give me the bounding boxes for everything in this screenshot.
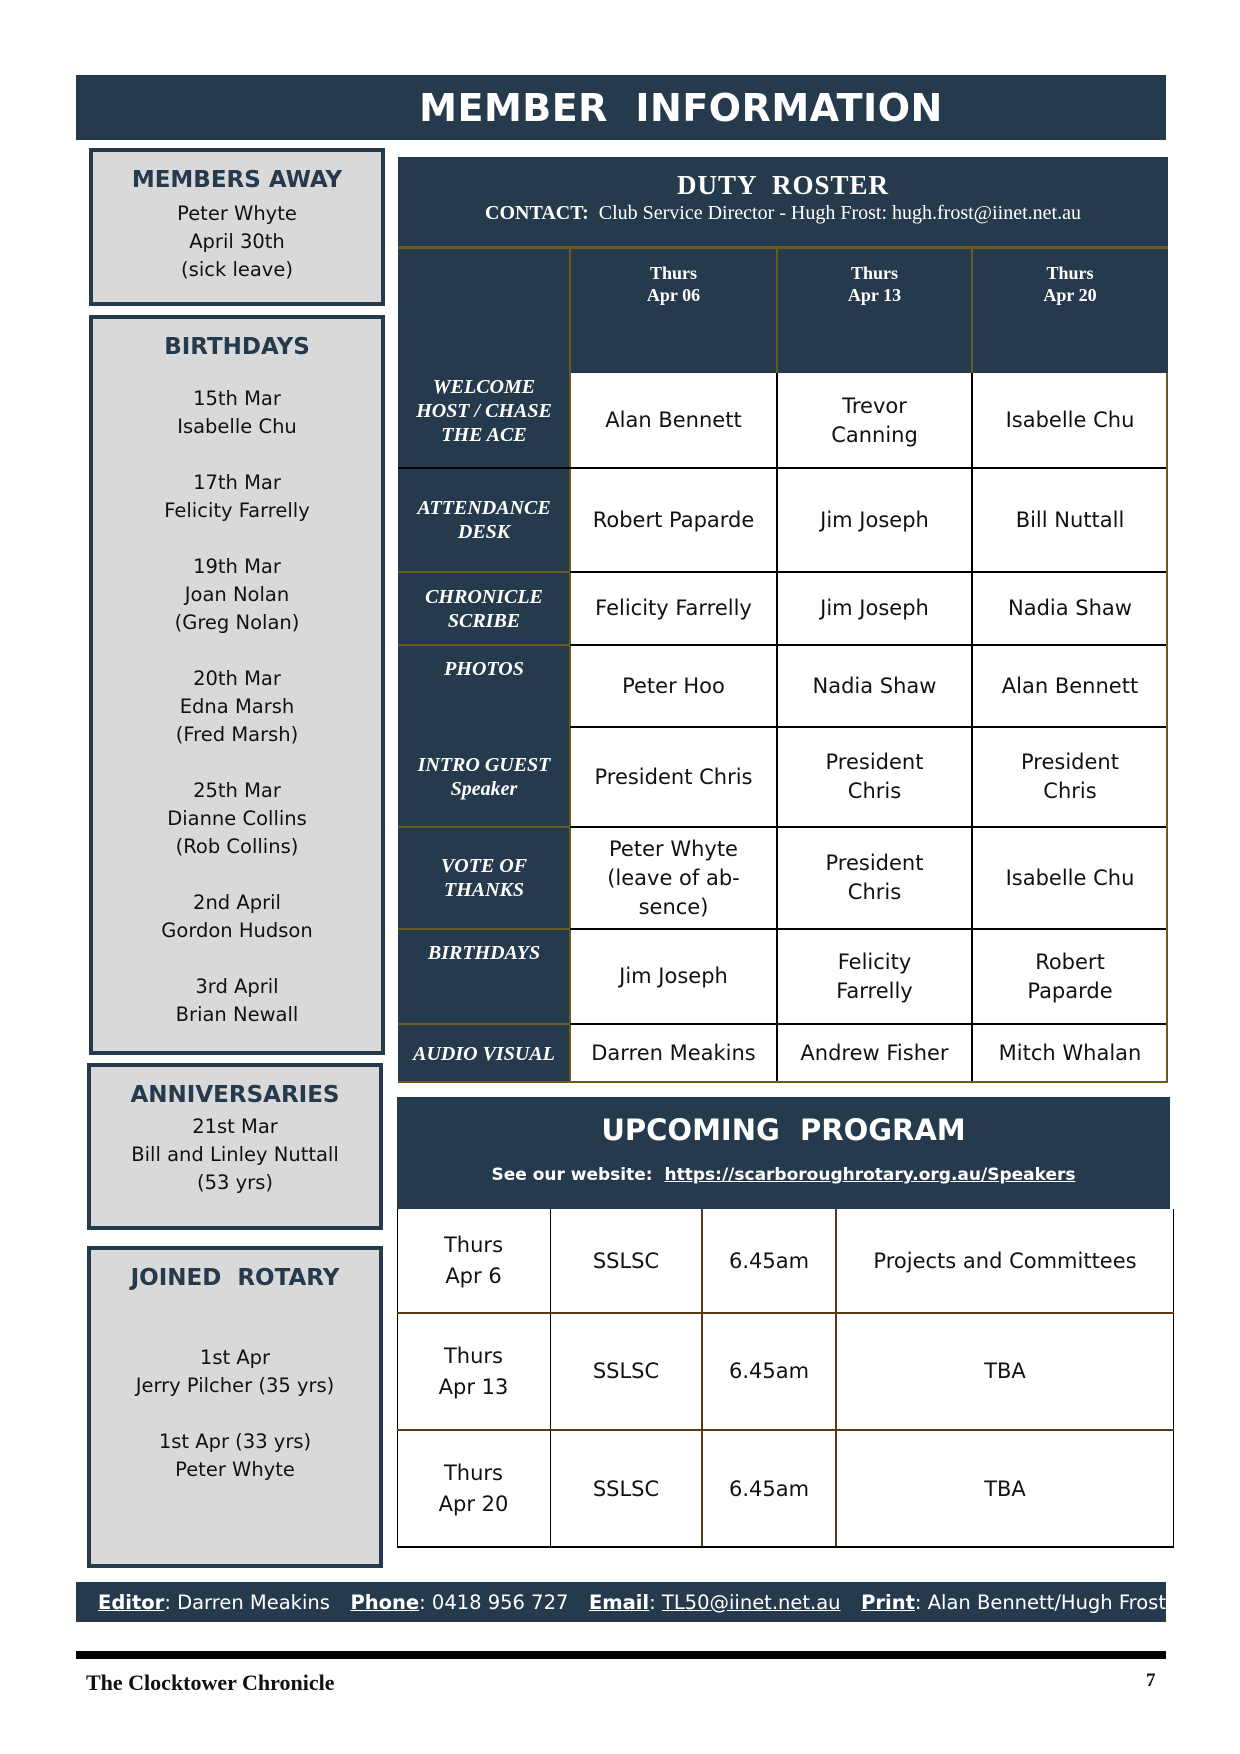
program-venue-cell: [550, 1209, 702, 1313]
grid-line: [570, 726, 1168, 728]
website-label: See our website:: [491, 1165, 653, 1185]
program-day-date: Apr 6: [445, 1264, 502, 1288]
birthday-date: 19th Mar: [193, 555, 281, 578]
grid-line: [398, 928, 570, 930]
birthdays-box: [89, 315, 385, 1055]
birthday-entry: [93, 889, 381, 945]
row-label-text: INTRO GUEST Speaker: [417, 754, 551, 800]
roster-cell: [777, 645, 972, 727]
birthday-date: 25th Mar: [193, 779, 281, 802]
email-label: Email: [588, 1590, 650, 1614]
birthday-entry: [93, 777, 381, 861]
program-venue: SSLSC: [592, 1248, 660, 1273]
members-away-box: [89, 148, 385, 306]
birthday-date: 17th Mar: [193, 471, 281, 494]
roster-row-label: [398, 645, 570, 727]
roster-row-label: [398, 727, 570, 827]
roster-cell: [777, 468, 972, 572]
roster-cell-value: Alan Bennett: [1001, 673, 1139, 698]
roster-cell-value: Nadia Shaw: [1008, 596, 1132, 620]
website-line: [397, 1165, 1170, 1185]
roster-row-label: [398, 929, 570, 1024]
roster-cell: [777, 929, 972, 1024]
program-topic: Projects and Committees: [873, 1248, 1137, 1273]
grid-line: [397, 1429, 1174, 1431]
grid-line: [1166, 373, 1168, 1083]
program-day: Thurs: [443, 1461, 503, 1485]
upcoming-program-title: UPCOMING PROGRAM: [601, 1113, 966, 1147]
roster-row-label: [398, 572, 570, 645]
column-header-text: [647, 262, 700, 306]
joined-entry: [91, 1344, 379, 1400]
grid-line: [398, 571, 570, 573]
members-away-title: MEMBERS AWAY: [131, 167, 343, 193]
program-time: 6.45am: [728, 1248, 810, 1273]
roster-cell: [972, 929, 1168, 1024]
upcoming-program-header: [397, 1097, 1170, 1209]
print-value: Alan Bennett/Hugh Frost: [927, 1590, 1166, 1614]
grid-line: [570, 1023, 1168, 1025]
roster-cell: [777, 373, 972, 468]
column-date: Apr 06: [646, 285, 701, 305]
roster-cell: [570, 645, 777, 727]
contact-text: Club Service Director - Hugh Frost: hugh.frost@iinet.net.au: [598, 202, 1081, 224]
program-time: 6.45am: [728, 1476, 810, 1501]
birthday-date: 2nd April: [193, 891, 281, 914]
roster-row-label: [398, 827, 570, 929]
grid-line: [971, 373, 973, 1083]
roster-cell: [570, 929, 777, 1024]
section-banner: [76, 75, 1166, 140]
page-number: 7: [1146, 1670, 1156, 1691]
grid-line: [570, 571, 1168, 573]
grid-line: [398, 246, 1168, 249]
duty-roster-contact: [398, 202, 1168, 225]
roster-cell-value: President Chris: [594, 764, 753, 789]
roster-cell-value: Felicity Farrelly: [836, 949, 913, 1003]
grid-line: [776, 373, 778, 1083]
joined-name: Peter Whyte: [175, 1458, 295, 1481]
column-day: Thurs: [649, 263, 698, 283]
grid-line: [569, 246, 571, 373]
footer-rule: [76, 1651, 1166, 1659]
roster-cell: [972, 645, 1168, 727]
program-venue: SSLSC: [592, 1359, 660, 1383]
joined-date: 1st Apr: [199, 1346, 271, 1369]
roster-cell: [972, 468, 1168, 572]
birthday-date: 3rd April: [195, 975, 279, 998]
birthday-entry: [93, 469, 381, 525]
row-label-text: AUDIO VISUAL: [413, 1042, 555, 1065]
members-away-line: April 30th: [189, 230, 285, 253]
grid-line: [398, 467, 570, 469]
grid-line: [776, 246, 778, 373]
program-day-date: Apr 13: [438, 1374, 509, 1399]
grid-line: [398, 826, 570, 828]
row-label-text: ATTENDANCE DESK: [417, 497, 551, 543]
duty-roster: [398, 157, 1168, 1083]
members-away-line: Peter Whyte: [177, 202, 297, 225]
birthdays-title: BIRTHDAYS: [164, 334, 310, 360]
roster-cell-value: President Chris: [825, 851, 924, 904]
column-day: Thurs: [850, 263, 899, 283]
program-day-date: Apr 20: [438, 1492, 509, 1516]
roster-cell-value: Jim Joseph: [619, 964, 728, 988]
row-label-text: WELCOME HOST / CHASE THE ACE: [416, 376, 552, 446]
grid-line: [397, 1546, 1174, 1548]
roster-row-label: [398, 1024, 570, 1083]
program-time-cell: [702, 1209, 836, 1313]
roster-cell-value: Alan Bennett: [605, 408, 742, 432]
roster-cell-value: Peter Hoo: [622, 673, 725, 698]
program-venue-cell: [550, 1430, 702, 1548]
program-venue-cell: [550, 1313, 702, 1430]
contact-footer: [76, 1582, 1166, 1622]
anniversaries-box: [87, 1063, 383, 1230]
grid-line: [397, 1312, 1174, 1314]
program-date-cell: [397, 1313, 550, 1430]
duty-roster-title: DUTY ROSTER: [676, 170, 890, 200]
roster-cell-value: Darren Meakins: [591, 1041, 756, 1065]
roster-cell-value: Mitch Whalan: [998, 1041, 1142, 1065]
editor-label: Editor: [98, 1590, 165, 1614]
roster-cell-value: President Chris: [1021, 750, 1119, 803]
birthday-name: Gordon Hudson: [161, 919, 313, 942]
anniversary-date: 21st Mar: [192, 1115, 278, 1138]
column-date: Apr 13: [847, 285, 902, 305]
phone-value: 0418 956 727: [431, 1590, 569, 1614]
program-date: [439, 1458, 509, 1520]
grid-line: [835, 1209, 837, 1548]
roster-column-header: [972, 246, 1168, 373]
roster-cell: [777, 572, 972, 645]
section-title: MEMBER INFORMATION: [419, 85, 943, 130]
column-header-text: [1043, 262, 1096, 306]
birthdays-list: [93, 385, 381, 1029]
birthday-entry: [93, 553, 381, 637]
birthday-date: 20th Mar: [193, 667, 281, 690]
roster-cell-value: Jim Joseph: [820, 507, 929, 532]
anniversary-years: (53 yrs): [197, 1171, 273, 1194]
roster-cell: [972, 373, 1168, 468]
colon: :: [649, 1590, 662, 1614]
roster-row-label: [398, 373, 570, 468]
program-topic-cell: [836, 1313, 1174, 1430]
colon: :: [164, 1590, 178, 1614]
birthday-name: (Greg Nolan): [174, 611, 300, 634]
column-date: Apr 20: [1043, 285, 1097, 305]
grid-line: [398, 1081, 1168, 1083]
roster-cell: [777, 827, 972, 929]
birthday-name: Joan Nolan: [184, 583, 290, 606]
colon: :: [914, 1590, 928, 1614]
roster-cell: [570, 572, 777, 645]
members-away-line: (sick leave): [181, 258, 293, 281]
grid-line: [971, 246, 973, 373]
website-link[interactable]: https://scarboroughrotary.org.au/Speakers: [664, 1165, 1076, 1185]
grid-line: [570, 467, 1168, 469]
roster-cell-value: Isabelle Chu: [1005, 408, 1135, 432]
program-day: Thurs: [443, 1233, 504, 1257]
roster-cell: [777, 727, 972, 827]
roster-cell: [570, 373, 777, 468]
duty-roster-header: [398, 157, 1168, 246]
joined-entry: [91, 1428, 379, 1484]
anniversary-names: Bill and Linley Nuttall: [131, 1143, 339, 1166]
program-time-cell: [702, 1430, 836, 1548]
roster-cell-value: Isabelle Chu: [1005, 865, 1135, 890]
birthday-name: Isabelle Chu: [177, 415, 297, 438]
roster-cell: [570, 468, 777, 572]
grid-line: [570, 826, 1168, 828]
grid-line: [570, 644, 1168, 646]
grid-line: [550, 1209, 551, 1548]
upcoming-program-table: [397, 1209, 1174, 1548]
program-day: Thurs: [443, 1343, 503, 1368]
grid-line: [398, 644, 570, 646]
roster-cell: [972, 1024, 1168, 1083]
birthday-date: 15th Mar: [193, 387, 281, 410]
program-date-cell: [397, 1430, 550, 1548]
roster-cell: [570, 1024, 777, 1083]
roster-cell: [570, 727, 777, 827]
roster-cell-value: Robert Paparde: [1027, 949, 1113, 1003]
roster-column-header: [570, 246, 777, 373]
birthday-entry: [93, 973, 381, 1029]
row-label-text: CHRONICLE SCRIBE: [425, 585, 543, 632]
joined-date: 1st Apr (33 yrs): [158, 1430, 312, 1453]
program-venue: SSLSC: [592, 1476, 660, 1501]
birthday-name: Brian Newall: [175, 1003, 299, 1026]
grid-line: [569, 373, 571, 1083]
program-date-cell: [397, 1209, 550, 1313]
roster-cell-value: Trevor Canning: [831, 393, 918, 447]
grid-line: [397, 1209, 398, 1548]
grid-line: [1173, 1209, 1174, 1548]
birthday-name: Felicity Farrelly: [164, 499, 310, 522]
program-topic: TBA: [984, 1476, 1026, 1501]
joined-rotary-title: JOINED ROTARY: [130, 1265, 340, 1291]
editor-value: Darren Meakins: [177, 1590, 330, 1614]
colon: :: [419, 1590, 432, 1614]
birthday-entry: [93, 665, 381, 749]
phone-label: Phone: [350, 1590, 420, 1614]
print-label: Print: [861, 1590, 915, 1614]
birthday-name: (Fred Marsh): [175, 723, 299, 746]
program-time-cell: [702, 1313, 836, 1430]
row-label-text: BIRTHDAYS: [427, 942, 541, 964]
birthday-name: Dianne Collins: [167, 807, 307, 830]
roster-cell-value: Nadia Shaw: [812, 673, 937, 698]
program-time: 6.45am: [728, 1359, 810, 1383]
roster-cell-value: Robert Paparde: [592, 507, 755, 532]
grid-line: [398, 1023, 570, 1025]
email-link[interactable]: TL50@iinet.net.au: [661, 1590, 841, 1614]
joined-rotary-box: [87, 1246, 383, 1568]
program-date: [439, 1341, 509, 1403]
grid-line: [570, 928, 1168, 930]
column-header-text: [848, 262, 901, 306]
joined-name: Jerry Pilcher (35 yrs): [135, 1374, 335, 1397]
row-label-text: PHOTOS: [444, 658, 524, 680]
roster-cell-value: Peter Whyte (leave of ab-sence): [607, 836, 740, 919]
anniversaries-title: ANNIVERSARIES: [130, 1082, 340, 1108]
roster-cell: [570, 827, 777, 929]
grid-line: [701, 1209, 703, 1548]
roster-row-label: [398, 468, 570, 572]
roster-cell-value: Jim Joseph: [820, 596, 929, 620]
roster-column-header: [777, 246, 972, 373]
roster-cell: [972, 727, 1168, 827]
roster-cell: [972, 572, 1168, 645]
birthday-entry: [93, 385, 381, 441]
roster-cell-value: Felicity Farrelly: [595, 596, 752, 620]
column-day: Thurs: [1046, 263, 1094, 283]
row-label-text: VOTE OF THANKS: [440, 855, 528, 901]
program-topic-cell: [836, 1430, 1174, 1548]
program-topic: TBA: [984, 1359, 1026, 1383]
program-date: [444, 1230, 503, 1292]
roster-cell-value: President Chris: [825, 750, 924, 803]
roster-cell: [777, 1024, 972, 1083]
roster-cell: [972, 827, 1168, 929]
contact-label: CONTACT:: [485, 202, 589, 224]
publication-title: The Clocktower Chronicle: [86, 1670, 335, 1695]
roster-cell-value: Andrew Fisher: [800, 1041, 949, 1065]
birthday-name: (Rob Collins): [175, 835, 299, 858]
program-topic-cell: [836, 1209, 1174, 1313]
birthday-name: Edna Marsh: [179, 695, 295, 718]
roster-cell-value: Bill Nuttall: [1015, 507, 1125, 532]
